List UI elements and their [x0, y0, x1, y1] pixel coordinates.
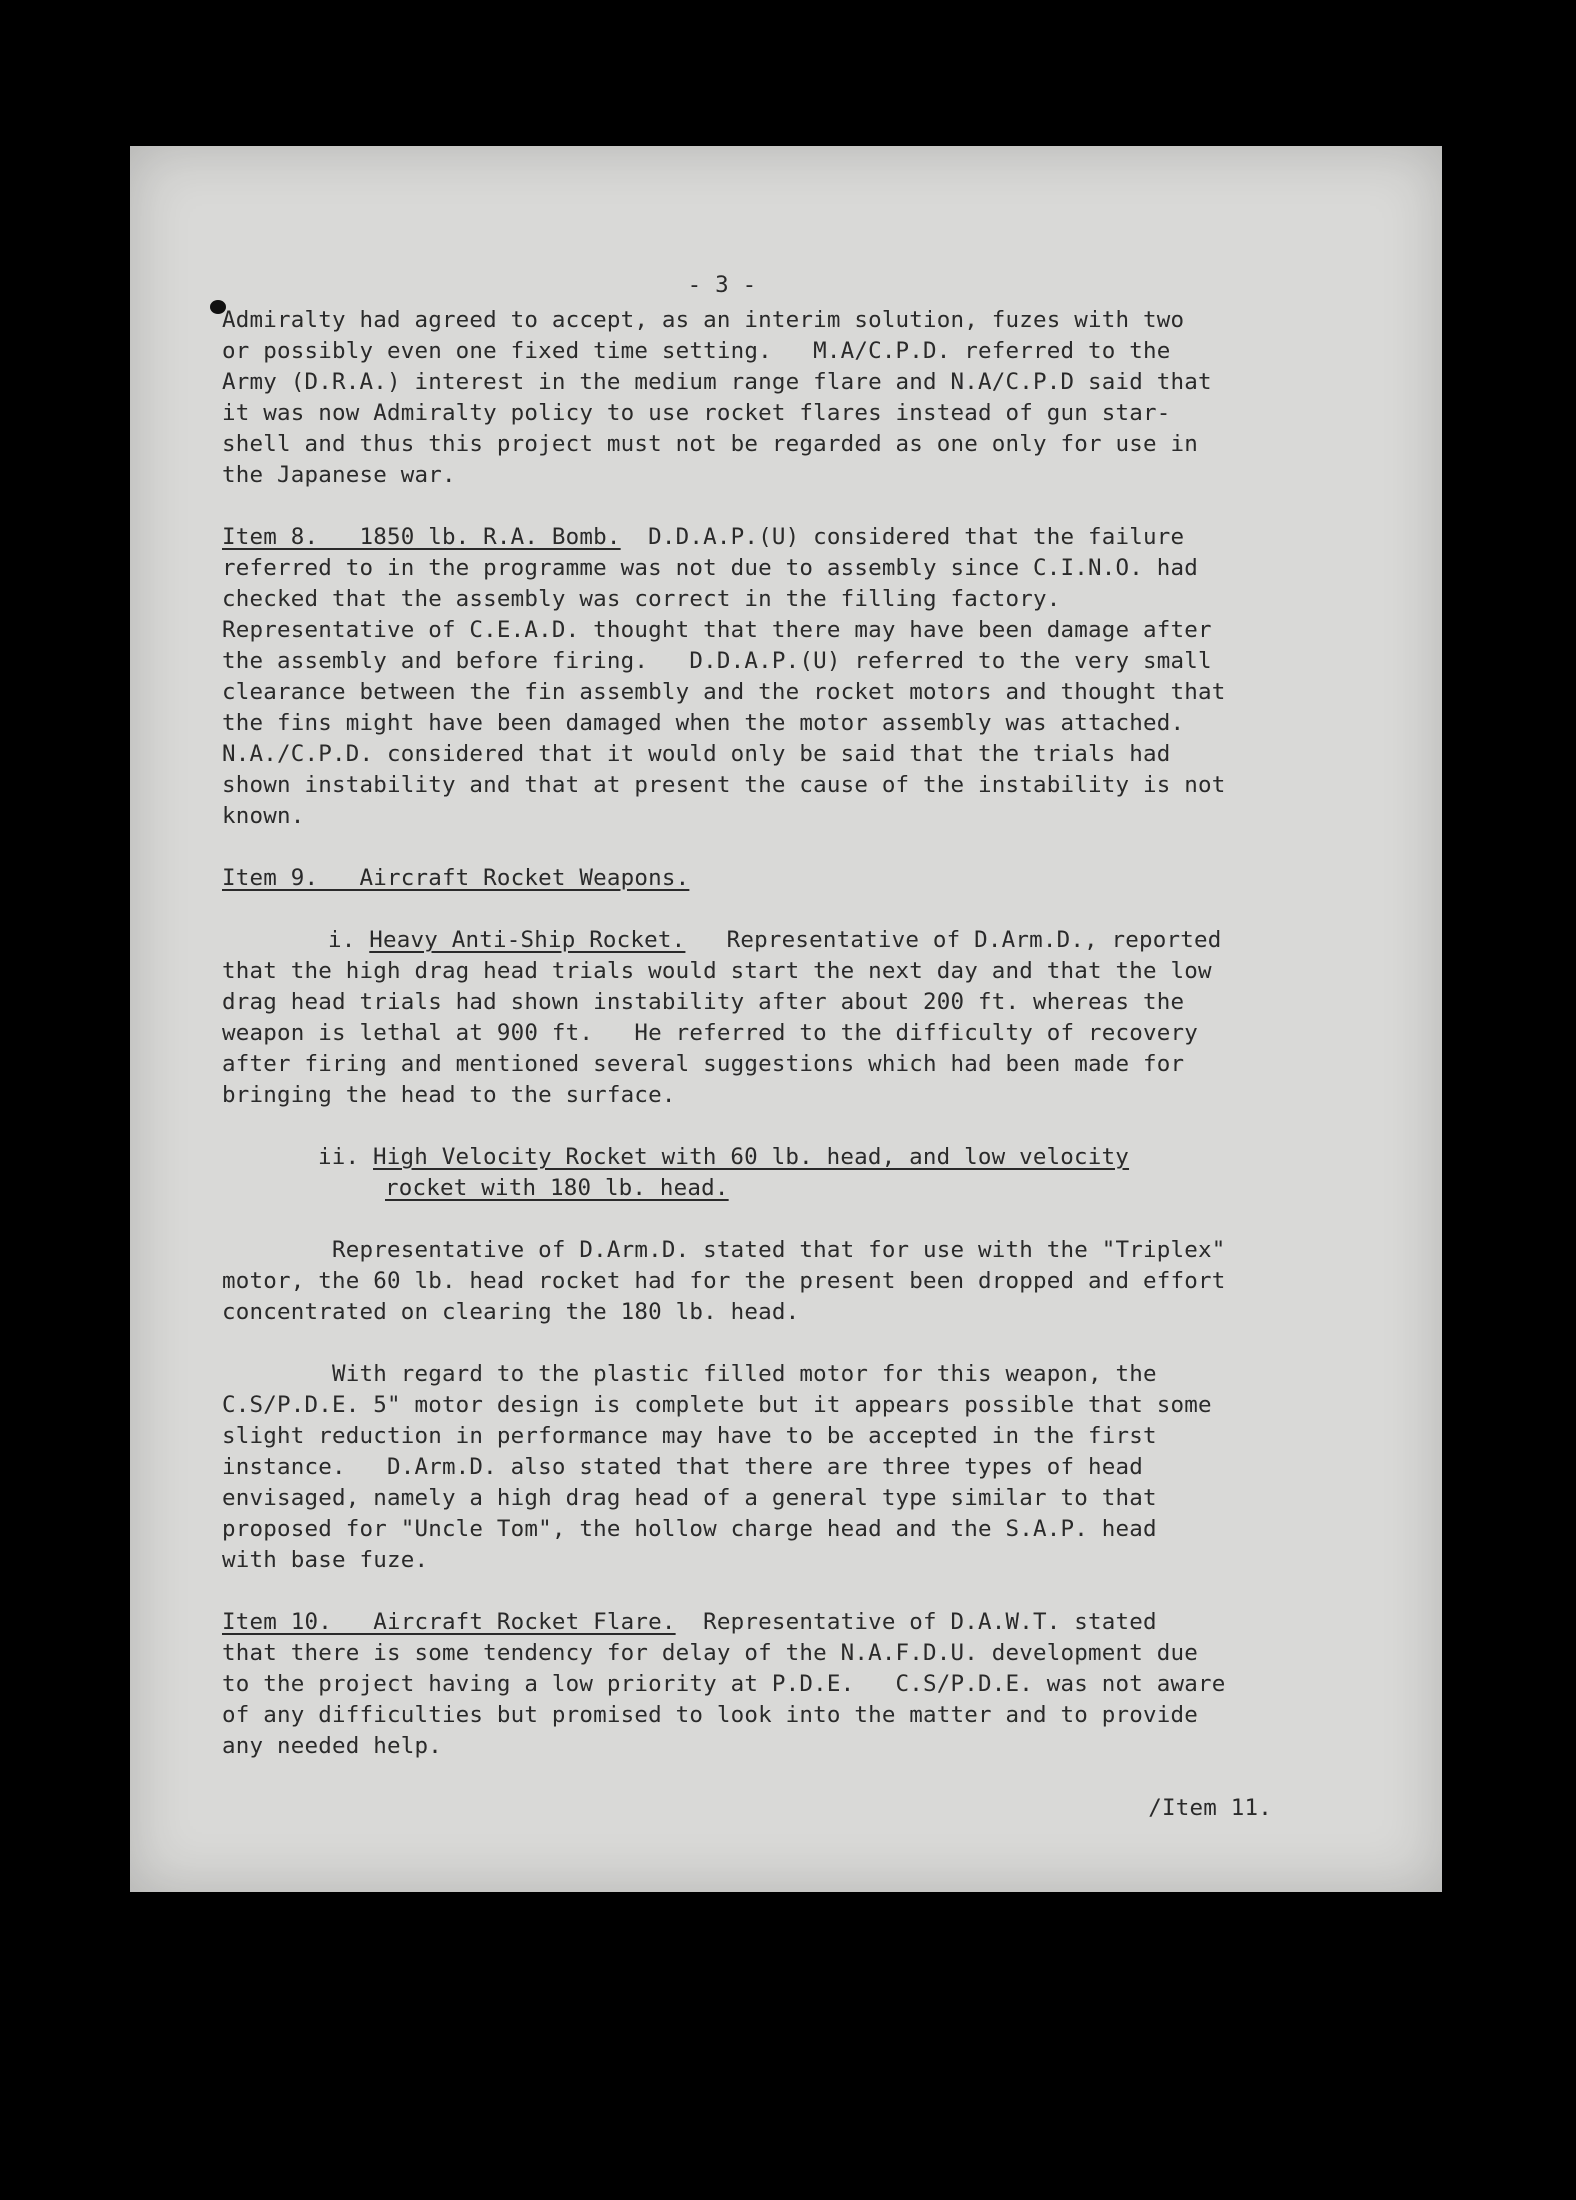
- text-line: that there is some tendency for delay of the N.A.F.D.U. development due: [222, 1640, 1198, 1666]
- text-line: any needed help.: [222, 1733, 442, 1759]
- text-line: known.: [222, 803, 305, 829]
- text-line: the assembly and before firing. D.D.A.P.(U) referred to the very small: [222, 648, 1212, 674]
- text-line: Admiralty had agreed to accept, as an interim solution, fuzes with two: [222, 307, 1185, 333]
- text-line: With regard to the plastic filled motor for this weapon, the: [222, 1361, 1157, 1387]
- text-line: the fins might have been damaged when the motor assembly was attached.: [222, 710, 1185, 736]
- text-line: weapon is lethal at 900 ft. He referred to the difficulty of recovery: [222, 1020, 1198, 1046]
- item-9-sub-ii: [222, 1142, 1372, 1204]
- sub-i-text: [222, 956, 1372, 1111]
- paragraph-triplex: [222, 1235, 1372, 1328]
- sub-i-number: i.: [328, 927, 370, 953]
- item-9-heading: Item 9. Aircraft Rocket Weapons.: [222, 865, 690, 891]
- item-9-sub-i: [222, 925, 1372, 1111]
- text-line: with base fuze.: [222, 1547, 429, 1573]
- text-line: bringing the head to the surface.: [222, 1082, 676, 1108]
- item-10-text: [222, 1638, 1372, 1762]
- sub-ii-number: ii.: [318, 1144, 373, 1170]
- text-line: concentrated on clearing the 180 lb. head.: [222, 1299, 800, 1325]
- text-line: that the high drag head trials would start the next day and that the low: [222, 958, 1212, 984]
- text-line: or possibly even one fixed time setting. M.A/C.P.D. referred to the: [222, 338, 1171, 364]
- text-line: Army (D.R.A.) interest in the medium range flare and N.A/C.P.D said that: [222, 369, 1212, 395]
- text-line: shown instability and that at present the cause of the instability is not: [222, 772, 1226, 798]
- text-line: slight reduction in performance may have to be accepted in the first: [222, 1423, 1157, 1449]
- text-line: it was now Admiralty policy to use rocket flares instead of gun star-: [222, 400, 1171, 426]
- text-line: shell and thus this project must not be regarded as one only for use in: [222, 431, 1198, 457]
- sub-ii-title-line2: rocket with 180 lb. head.: [385, 1175, 729, 1201]
- item-8-heading: Item 8. 1850 lb. R.A. Bomb.: [222, 524, 621, 550]
- paragraph-admiralty: [222, 305, 1372, 491]
- text-line: envisaged, namely a high drag head of a general type similar to that: [222, 1485, 1157, 1511]
- text-line: checked that the assembly was correct in the filling factory.: [222, 586, 1061, 612]
- page-number: - 3 -: [687, 272, 757, 298]
- item-8-first-line: D.D.A.P.(U) considered that the failure: [620, 524, 1185, 550]
- catchword: /Item 11.: [1148, 1795, 1272, 1821]
- item-10-heading: Item 10. Aircraft Rocket Flare.: [222, 1609, 676, 1635]
- text-line: N.A./C.P.D. considered that it would only be said that the trials had: [222, 741, 1171, 767]
- text-line: motor, the 60 lb. head rocket had for the present been dropped and effort: [222, 1268, 1226, 1294]
- sub-ii-title-line1: High Velocity Rocket with 60 lb. head, and low velocity: [373, 1144, 1130, 1170]
- item-10-first-line: Representative of D.A.W.T. stated: [675, 1609, 1157, 1635]
- text-line: to the project having a low priority at P.D.E. C.S/P.D.E. was not aware: [222, 1671, 1226, 1697]
- text-line: C.S/P.D.E. 5" motor design is complete but it appears possible that some: [222, 1392, 1212, 1418]
- text-line: clearance between the fin assembly and the rocket motors and thought that: [222, 679, 1226, 705]
- text-line: referred to in the programme was not due to assembly since C.I.N.O. had: [222, 555, 1198, 581]
- sub-i-title: Heavy Anti-Ship Rocket.: [369, 927, 686, 953]
- paragraph-plastic-motor: [222, 1359, 1372, 1576]
- document-page: [130, 146, 1442, 1892]
- text-line: the Japanese war.: [222, 462, 456, 488]
- text-line: after firing and mentioned several suggestions which had been made for: [222, 1051, 1185, 1077]
- item-9-heading-line: [222, 863, 1372, 894]
- item-8-text: [222, 553, 1372, 832]
- text-line: Representative of D.Arm.D. stated that for use with the "Triplex": [222, 1237, 1226, 1263]
- text-line: drag head trials had shown instability after about 200 ft. whereas the: [222, 989, 1185, 1015]
- item-10: [222, 1607, 1372, 1762]
- text-line: proposed for "Uncle Tom", the hollow charge head and the S.A.P. head: [222, 1516, 1157, 1542]
- item-8: [222, 522, 1372, 832]
- document-body: [222, 270, 1372, 1824]
- text-line: Representative of C.E.A.D. thought that there may have been damage after: [222, 617, 1212, 643]
- sub-i-first-line: Representative of D.Arm.D., reported: [685, 927, 1222, 953]
- text-line: instance. D.Arm.D. also stated that there are three types of head: [222, 1454, 1143, 1480]
- text-line: of any difficulties but promised to look into the matter and to provide: [222, 1702, 1198, 1728]
